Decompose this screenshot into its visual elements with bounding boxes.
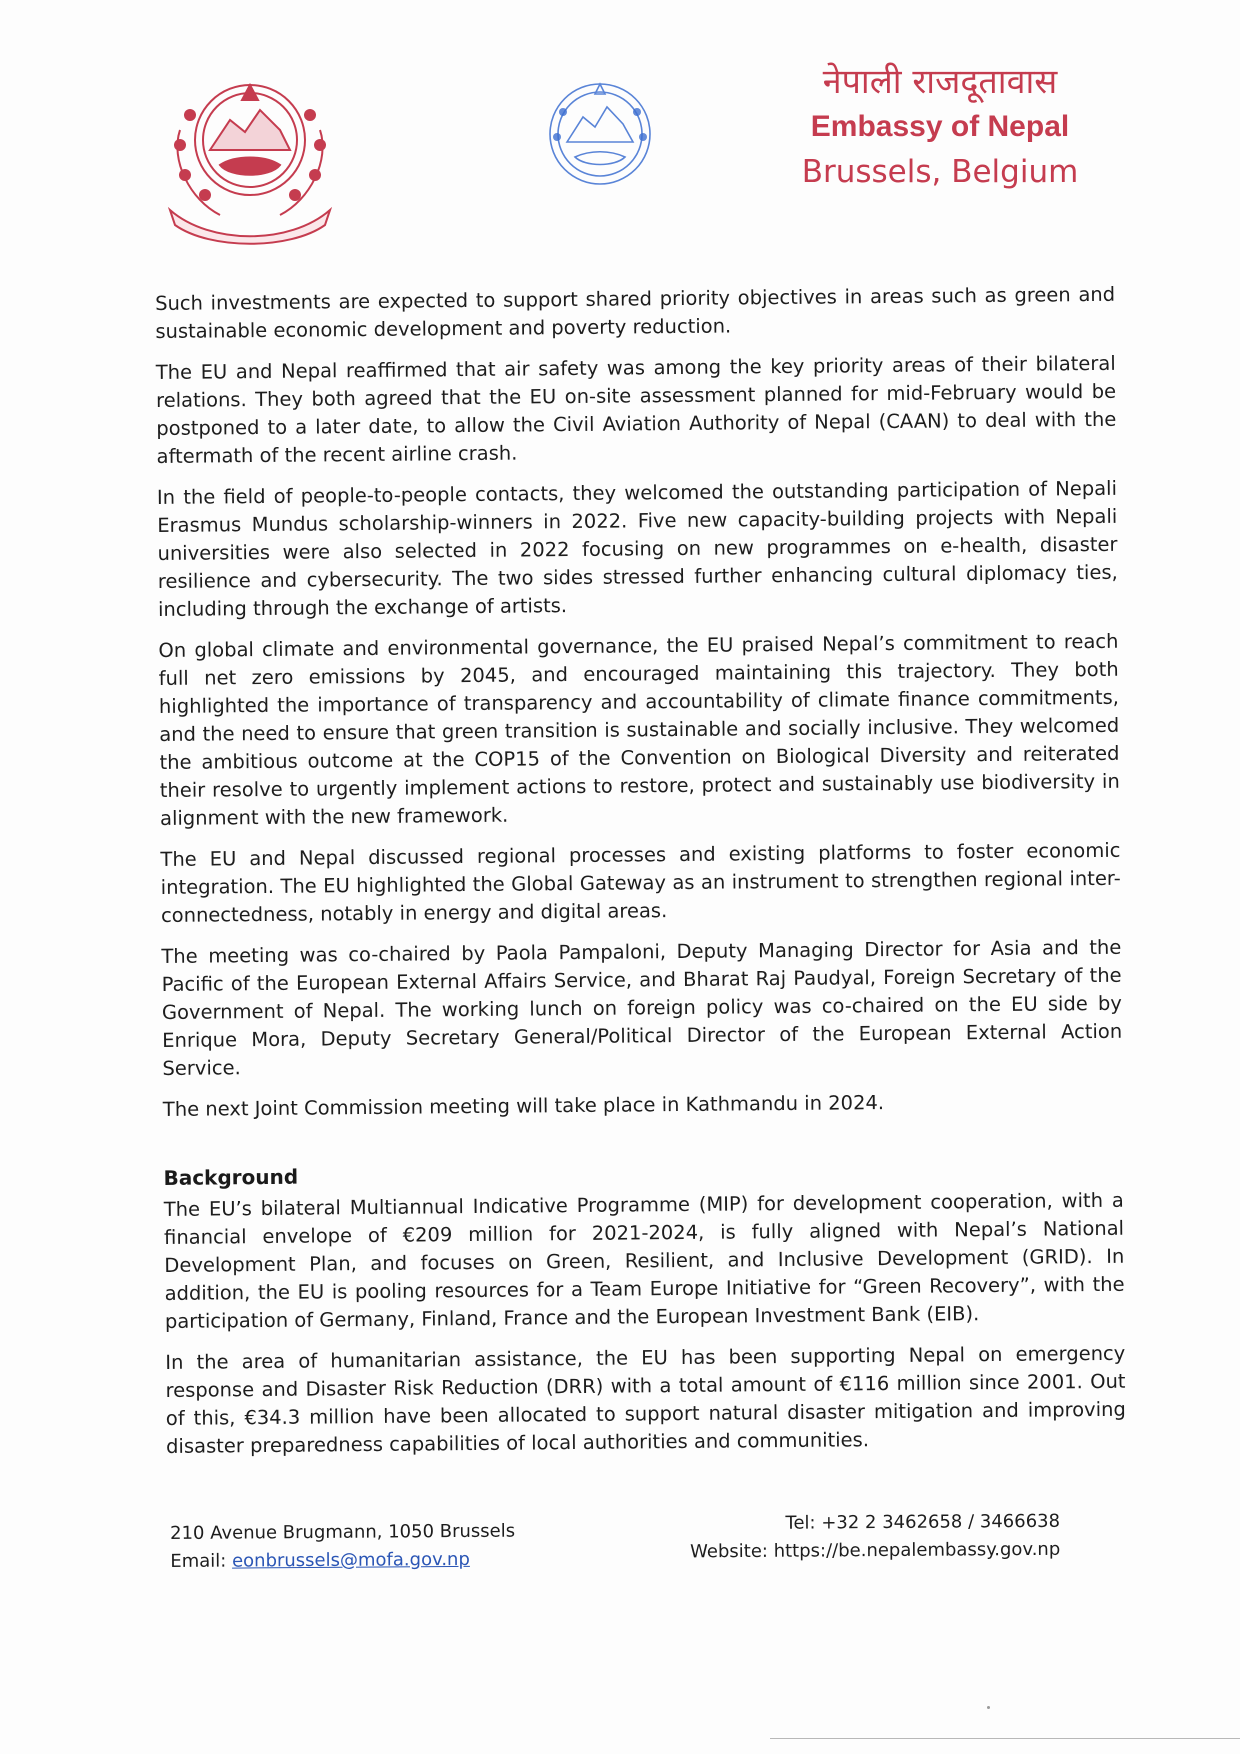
paragraph: Such investments are expected to support shared priority objectives in areas such as green and sustainable economic development and poverty reduction. [155,282,1116,343]
embassy-name: Embassy of Nepal [810,110,1070,143]
paragraph: The meeting was co-chaired by Paola Pampaloni, Deputy Managing Director for Asia and the Pacific of the European External Affairs Service, and Bharat Raj Paudyal, Foreign Secretary of the Government of Nepal. The working lunch on foreign policy was co-chaired on the EU side by Enrique Mora, Deputy Secretary General/Political Director of the European External Action Service. [161,935,1123,1080]
paragraph: In the field of people-to-people contacts, they welcomed the outstanding participation of Nepali Erasmus Mundus scholarship-winners in 2022. Five new capacity-building projects with Nepali universities were also selected in 2022 focusing on new programmes on e-health, disaster resilience and cybersecurity. The two sides stressed further enhancing cultural diplomacy ties, including through the exchange of artists. [156,476,1118,621]
background-heading: Background [163,1164,299,1190]
footer-email-label: Email: [170,1550,227,1572]
paragraph: On global climate and environmental governance, the EU praised Nepal’s commitment to reach full net zero emissions by 2045, and encouraged maintaining this trajectory. They both highlighted the importance of transparency and accountability of climate finance commitments, and the need to ensure that green transition is sustainable and socially inclusive. They welcomed the ambitious outcome at the COP15 of the Convention on Biological Diversity and reiterated their resolve to urgently implement actions to restore, protect and sustainably use biodiversity in alignment with the new framework. [158,629,1120,830]
letterhead [790,60,1090,194]
email-link[interactable]: eonbrussels@mofa.gov.np [231,1548,470,1572]
nepal-coat-of-arms-icon [150,70,350,250]
letter-body [155,281,1126,1474]
embassy-name-nepali: नेपाली राजदूतावास [822,62,1058,102]
paragraph: The EU’s bilateral Multiannual Indicative Programme (MIP) for development cooperation, with a financial envelope of €209 million for 2021-2024, is fully aligned with Nepal’s National Development Plan, and focuses on Green, Resilient, and Inclusive Development (GRID). In addition, the EU is pooling resources for a Team Europe Initiative for “Green Recovery”, with the participation of Germany, Finland, France and the European Investment Bank (EIB). [163,1188,1125,1333]
paragraph: The next Joint Commission meeting will take place in Kathmandu in 2024. [162,1091,885,1121]
embassy-stamp-icon [525,72,675,232]
footer-email-line [170,1545,590,1576]
footer-tel: Tel: +32 2 3462658 / 3466638 [785,1510,1061,1534]
footer-website: Website: https://be.nepalembassy.gov.np [690,1538,1061,1563]
footer-address: 210 Avenue Brugmann, 1050 Brussels [170,1520,516,1544]
letter-footer [170,1510,1061,1572]
paragraph: In the area of humanitarian assistance, the EU has been supporting Nepal on emergency response and Disaster Risk Reduction (DRR) with a total amount of €116 million since 2001. Out of this, €34.3 million have been allocated to support natural disaster mitigation and improving disaster preparedness capabilities of local authorities and communities. [165,1341,1126,1458]
paragraph: The EU and Nepal discussed regional processes and existing platforms to foster economic integration. The EU highlighted the Global Gateway as an instrument to strengthen regional inter-connectedness, notably in energy and digital areas. [160,838,1121,927]
embassy-city: Brussels, Belgium [801,154,1079,190]
paragraph: The EU and Nepal reaffirmed that air safety was among the key priority areas of their bilateral relations. They both agreed that the EU on-site assessment planned for mid-February would be postponed to a later date, to allow the Civil Aviation Authority of Nepal (CAAN) to deal with the aftermath of the recent airline crash. [155,351,1117,468]
footer-contact-left [170,1517,590,1576]
footer-contact-right [640,1508,1060,1567]
scan-edge-line [770,1738,1240,1739]
scan-artifact [987,1706,990,1709]
